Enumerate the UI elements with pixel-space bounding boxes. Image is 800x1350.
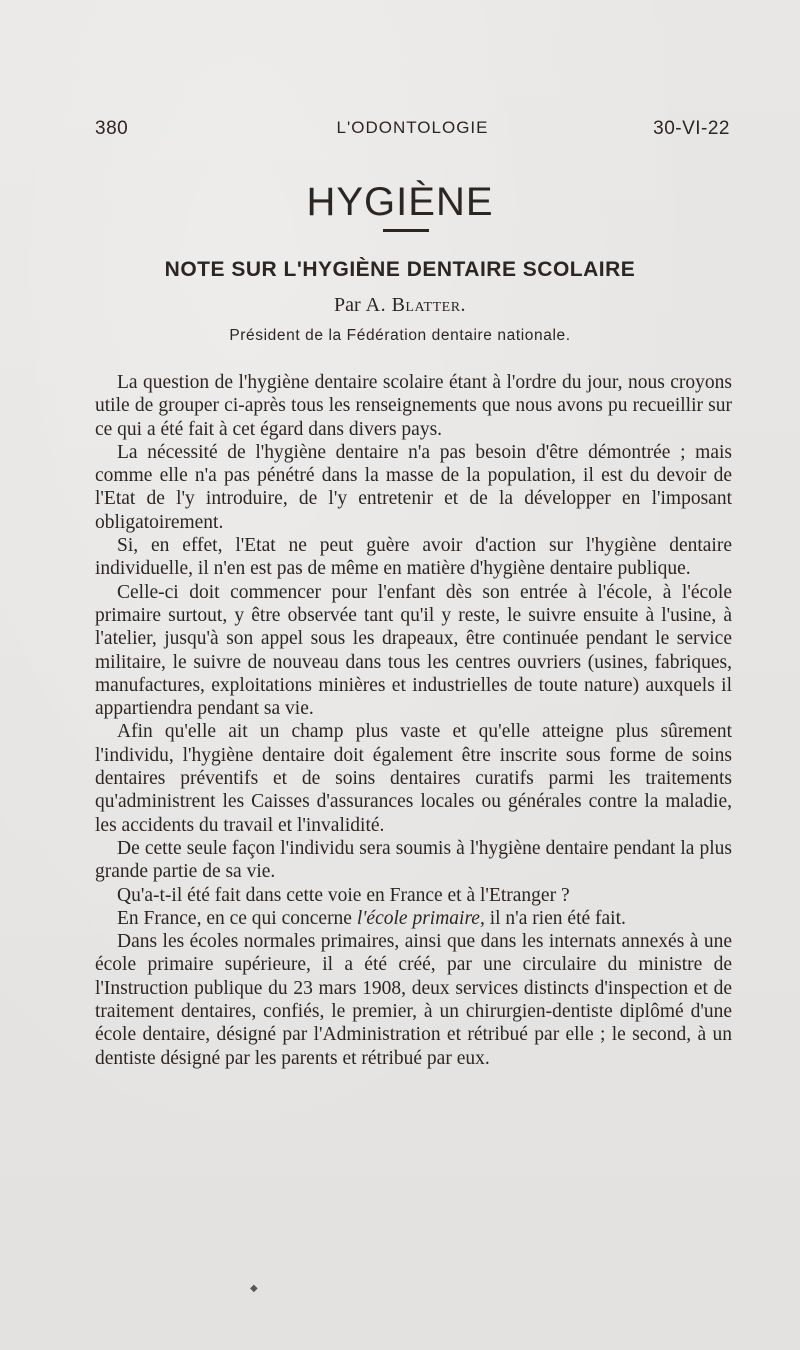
paragraph: De cette seule façon l'individu sera soumis à l'hygiène dentaire pendant la plus grande partie de sa vie.: [95, 837, 732, 883]
paragraph: Si, en effet, l'Etat ne peut guère avoir d'action sur l'hygiène dentaire individuelle, il n'en est pas de même en matière d'hygiène dentaire publique.: [95, 535, 732, 580]
section-title: HYGIÈNE: [306, 180, 494, 224]
france-emphasis: l'école primaire,: [356, 907, 485, 929]
author-name: A. Blatter.: [365, 294, 467, 316]
journal-name: L'ODONTOLOGIE: [336, 118, 489, 137]
issue-date: 30-VI-22: [653, 118, 730, 139]
paragraph: Afin qu'elle ait un champ plus vaste et qu'elle atteigne plus sûrement l'individu, l'hygiène dentaire doit également être inscrite sous forme de soins dentaires préventifs et de soins dentaires curatifs parmi les traitements qu'administrent les Caisses d'assurances locales ou générales contre la maladie, les accidents du travail et l'invalidité.: [95, 721, 732, 836]
paragraph: La question de l'hygiène dentaire scolaire étant à l'ordre du jour, nous croyons utile de grouper ci-après tous les renseignements que nous avons pu recueillir sur ce qui a été fait à cet égard dans divers pays.: [95, 372, 732, 440]
france-text-start: En France, en ce qui concerne: [117, 907, 357, 929]
article-body: [95, 371, 732, 1070]
byline-prefix: Par: [333, 294, 366, 316]
paragraph: Dans les écoles normales primaires, ainsi que dans les internats annexés à une école primaire supérieure, il a été créé, par une circulaire du ministre de l'Instruction publique du 23 mars 1908, deux services distincts d'inspection et de traitement dentaires, confiés, le premier, à un chirurgien-dentiste diplômé d'une école dentaire, désigné par l'Administration et rétribué par elle ; le second, à un dentiste désigné par les parents et rétribué par eux.: [95, 931, 732, 1069]
paragraph: Qu'a-t-il été fait dans cette voie en France et à l'Etranger ?: [117, 884, 570, 906]
print-mark-icon: ◆: [250, 1283, 258, 1294]
running-head: [95, 118, 730, 142]
page-number: 380: [95, 118, 129, 139]
paragraph-france: [95, 907, 732, 930]
author-affiliation: Président de la Fédération dentaire nationale.: [229, 327, 571, 344]
paragraph: Celle-ci doit commencer pour l'enfant dès son entrée à l'école, à l'école primaire surtout, y être observée tant qu'il y reste, le suivre ensuite à l'usine, à l'atelier, jusqu'à son appel sous les drapeaux, être continuée pendant le service militaire, le suivre de nouveau dans tous les centres ouvriers (usines, fabriques, manufactures, exploitations minières et industrielles de toute nature) auxquels il appartiendra pendant sa vie.: [95, 581, 732, 720]
byline: [0, 292, 800, 318]
france-text-end: il n'a rien été fait.: [484, 907, 626, 929]
paragraph: La nécessité de l'hygiène dentaire n'a pas besoin d'être démontrée ; mais comme elle n'a pas pénétré dans la masse de la population, il est du devoir de l'Etat de l'y introduire, de l'y entretenir et de la développer en l'imposant obligatoirement.: [95, 441, 732, 533]
article-title: NOTE SUR L'HYGIÈNE DENTAIRE SCOLAIRE: [164, 258, 636, 281]
title-divider: [383, 229, 429, 232]
